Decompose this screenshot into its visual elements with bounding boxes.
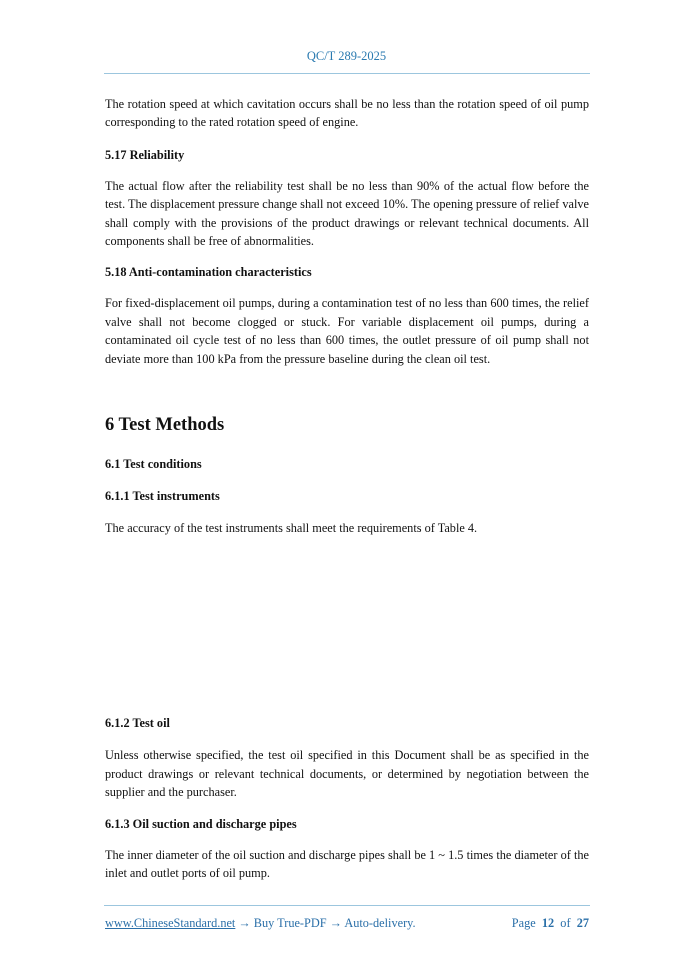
document-body	[105, 95, 589, 883]
page-label: Page	[511, 916, 536, 930]
header-doc-id: QC/T 289-2025	[306, 49, 387, 63]
of-label: of	[560, 916, 571, 930]
section-heading: 6.1.3 Oil suction and discharge pipes	[105, 816, 297, 831]
section-heading: 6.1.1 Test instruments	[105, 489, 220, 504]
footer-divider	[104, 905, 590, 906]
current-page: 12	[541, 916, 555, 930]
section-heading: 5.17 Reliability	[105, 147, 185, 162]
paragraph: Unless otherwise specified, the test oil specified in this Document shall be as specified in the product drawings or relevant technical documents, or determined by negotiation between the supplier and the purchaser.	[105, 748, 589, 800]
paragraph: The actual flow after the reliability test shall be no less than 90% of the actual flow before the test. The displacement pressure change shall not exceed 10%. The opening pressure of relief valve shall comply with the provisions of the product drawings or relevant technical documents. All components shall be free of abnormalities.	[105, 178, 589, 249]
paragraph: The inner diameter of the oil suction and discharge pipes shall be 1 ~ 1.5 times the diameter of the inlet and outlet ports of oil pump.	[105, 847, 589, 881]
section-heading: 6.1.2 Test oil	[105, 716, 170, 731]
paragraph: For fixed-displacement oil pumps, during a contamination test of no less than 600 times, the relief valve shall not become clogged or stuck. For variable displacement oil pumps, during a contaminated oil cycle test of no less than 600 times, the outlet pressure of oil pump shall not deviate more than 100 kPa from the pressure baseline during the clean oil test.	[105, 296, 589, 366]
paragraph: The accuracy of the test instruments shall meet the requirements of Table 4.	[105, 521, 478, 536]
footer	[105, 916, 589, 931]
website-link[interactable]: www.ChineseStandard.net	[105, 916, 236, 930]
paragraph: The rotation speed at which cavitation occurs shall be no less than the rotation speed of oil pump corresponding to the rated rotation speed of engine.	[105, 97, 589, 130]
footer-left	[105, 916, 416, 931]
page-number	[512, 916, 589, 931]
header-divider	[104, 73, 590, 74]
section-heading: 5.18 Anti-contamination characteristics	[105, 265, 312, 280]
chapter-heading: 6 Test Methods	[105, 415, 225, 436]
footer-text: → Buy True-PDF → Auto-delivery.	[235, 916, 416, 930]
total-pages: 27	[576, 916, 589, 930]
section-heading: 6.1 Test conditions	[105, 457, 202, 472]
